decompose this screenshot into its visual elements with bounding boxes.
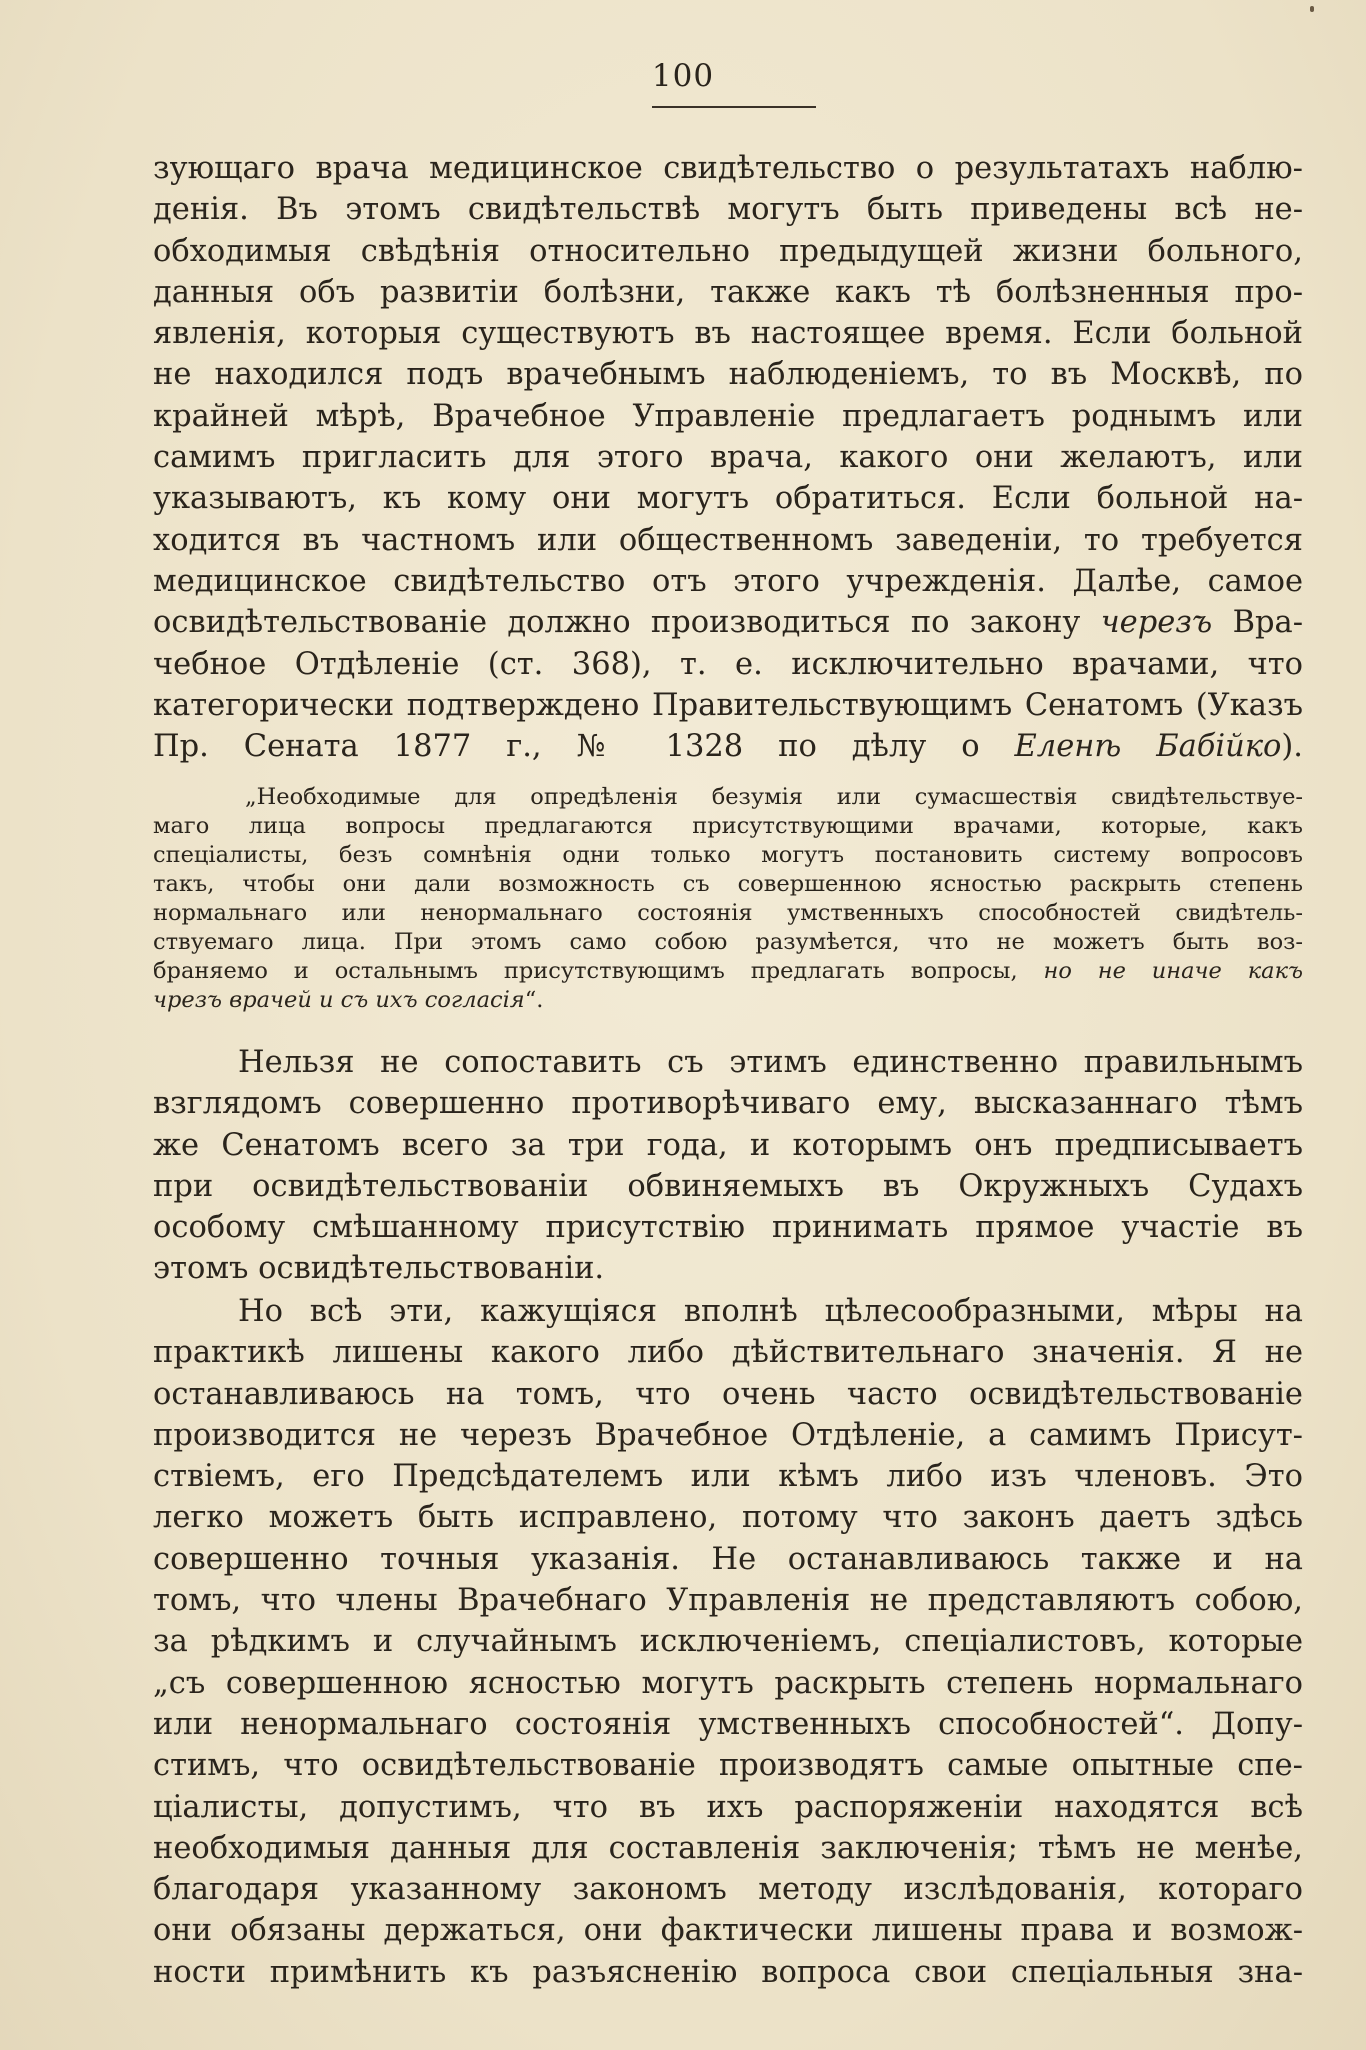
text-line: совершенно точныя указанія. Не останавливаюсь также и на: [153, 1541, 1303, 1577]
text-line: нормальнаго или ненормальнаго состоянія умственныхъ способностей свидѣтель-: [153, 900, 1303, 926]
text-line: при освидѣтельствованіи обвиняемыхъ въ Окружныхъ Судахъ: [153, 1168, 1303, 1204]
text-line: такъ, чтобы они дали возможность съ совершенною ясностью раскрыть степень: [153, 871, 1303, 897]
text-line: производится не черезъ Врачебное Отдѣленіе, а самимъ Присут-: [153, 1417, 1303, 1453]
text-line: же Сенатомъ всего за три года, и которымъ онъ предписываетъ: [153, 1127, 1303, 1163]
text-line: ности примѣнить къ разъясненію вопроса свои спеціальныя зна-: [153, 1954, 1303, 1990]
ink-speck: [1310, 6, 1314, 12]
text-line: Но всѣ эти, кажущіяся вполнѣ цѣлесообразными, мѣры на: [238, 1294, 1303, 1329]
text-line: спеціалисты, безъ сомнѣнія одни только могутъ постановить систему вопросовъ: [153, 842, 1303, 868]
text-line: категорически подтверждено Правительствующимъ Сенатомъ (Указъ: [153, 687, 1303, 723]
text-line: томъ, что члены Врачебнаго Управленія не представляютъ собою,: [153, 1583, 1303, 1619]
text-line: ствіемъ, его Предсѣдателемъ или кѣмъ либо изъ членовъ. Это: [153, 1459, 1303, 1495]
text-line: останавливаюсь на томъ, что очень часто освидѣтельствованіе: [153, 1376, 1303, 1412]
text-line: они обязаны держаться, они фактически лишены права и возмож-: [153, 1913, 1303, 1949]
header-rule: [652, 106, 816, 108]
text-line: Нельзя не сопоставить съ этимъ единственно правильнымъ: [238, 1045, 1303, 1080]
text-line: медицинское свидѣтельство отъ этого учрежденія. Далѣе, самое: [153, 563, 1303, 599]
text-line: крайней мѣрѣ, Врачебное Управленіе предлагаетъ роднымъ или: [153, 398, 1303, 434]
text-line: легко можетъ быть исправлено, потому что законъ даетъ здѣсь: [153, 1500, 1303, 1536]
text-line: маго лица вопросы предлагаются присутствующими врачами, которые, какъ: [153, 813, 1303, 839]
text-line: этомъ освидѣтельствованіи.: [153, 1251, 605, 1287]
text-line: явленія, которыя существуютъ въ настоящее время. Если больной: [153, 316, 1303, 352]
paragraph-1: [153, 148, 1303, 767]
text-line: ходится въ частномъ или общественномъ заведеніи, то требуется: [153, 522, 1303, 558]
page-number: 100: [651, 58, 715, 94]
paragraph-2: [153, 1042, 1303, 1290]
text-line: за рѣдкимъ и случайнымъ исключеніемъ, спеціалистовъ, которые: [153, 1624, 1303, 1660]
text-line: „Необходимые для опредѣленія безумія или сумасшествія свидѣтельствуе-: [245, 784, 1303, 810]
text-line: стимъ, что освидѣтельствованіе производятъ самые опытные спе-: [153, 1748, 1303, 1784]
text-line: Пр. Сената 1877 г., № 1328 по дѣлу о Еленѣ Бабійко).: [153, 729, 1304, 765]
text-line: необходимыя данныя для составленія заключенія; тѣмъ не менѣе,: [153, 1830, 1303, 1866]
text-line: или ненормальнаго состоянія умственныхъ способностей“. Допу-: [153, 1706, 1303, 1742]
text-line: освидѣтельствованіе должно производиться по закону черезъ Вра-: [153, 605, 1303, 641]
text-line: не находился подъ врачебнымъ наблюденіемъ, то въ Москвѣ, по: [153, 357, 1303, 393]
block-quote: [153, 783, 1303, 1015]
text-line: обходимыя свѣдѣнія относительно предыдущей жизни больного,: [153, 233, 1303, 269]
text-line: практикѣ лишены какого либо дѣйствительнаго значенія. Я не: [153, 1335, 1303, 1371]
text-line: ствуемаго лица. При этомъ само собою разумѣется, что не можетъ быть воз-: [153, 929, 1303, 955]
text-line: благодаря указанному закономъ методу изслѣдованія, котораго: [153, 1872, 1303, 1908]
paragraph-3: [153, 1291, 1303, 1993]
text-line: данныя объ развитіи болѣзни, также какъ тѣ болѣзненныя про-: [153, 274, 1303, 310]
text-line: ціалисты, допустимъ, что въ ихъ распоряженіи находятся всѣ: [153, 1789, 1303, 1825]
text-line: указываютъ, къ кому они могутъ обратиться. Если больной на-: [153, 481, 1303, 517]
text-line: чрезъ врачей и съ ихъ согласія“.: [153, 987, 544, 1013]
text-line: взглядомъ совершенно противорѣчиваго ему, высказаннаго тѣмъ: [153, 1086, 1303, 1122]
text-line: самимъ пригласить для этого врача, какого они желаютъ, или: [153, 440, 1303, 476]
text-line: браняемо и остальнымъ присутствующимъ предлагать вопросы, но не иначе какъ: [153, 958, 1303, 984]
text-line: денія. Въ этомъ свидѣтельствѣ могутъ быть приведены всѣ не-: [153, 192, 1303, 228]
text-line: „съ совершенною ясностью могутъ раскрыть степень нормальнаго: [153, 1665, 1303, 1701]
text-line: особому смѣшанному присутствію принимать прямое участіе въ: [153, 1210, 1303, 1246]
text-line: зующаго врача медицинское свидѣтельство о результатахъ наблю-: [153, 151, 1303, 186]
text-line: чебное Отдѣленіе (ст. 368), т. е. исключительно врачами, что: [153, 646, 1303, 682]
